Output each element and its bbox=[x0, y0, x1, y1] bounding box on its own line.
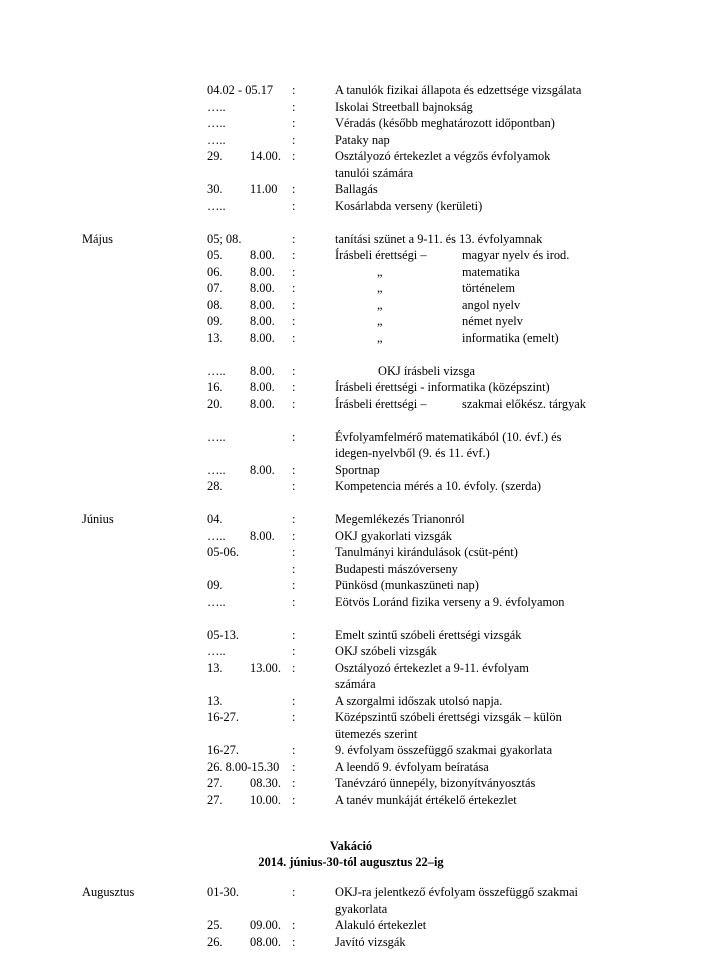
schedule-row bbox=[0, 148, 702, 165]
schedule-row bbox=[0, 478, 702, 495]
colon-separator: : bbox=[292, 83, 296, 97]
event-description: A tanév munkáját értékelő értekezlet bbox=[335, 792, 517, 807]
event-description: Írásbeli érettségi – bbox=[335, 248, 427, 262]
date-cell: 29. bbox=[207, 149, 223, 163]
schedule-row bbox=[0, 363, 702, 380]
schedule-row bbox=[0, 775, 702, 792]
time-cell: 8.00. bbox=[250, 264, 275, 279]
colon-separator: : bbox=[292, 693, 296, 708]
colon-separator: : bbox=[292, 644, 296, 658]
event-subject: informatika (emelt) bbox=[462, 330, 559, 345]
date-cell: 20. bbox=[207, 396, 223, 411]
schedule-row bbox=[0, 594, 702, 611]
schedule-row bbox=[0, 726, 702, 743]
event-description: OKJ szóbeli vizsgák bbox=[335, 644, 437, 658]
schedule-row bbox=[0, 247, 702, 264]
schedule-row bbox=[0, 297, 702, 314]
event-description: ütemezés szerint bbox=[335, 726, 418, 741]
schedule-row bbox=[0, 792, 702, 809]
event-subject: német nyelv bbox=[462, 314, 523, 328]
event-description: Iskolai Streetball bajnokság bbox=[335, 99, 473, 114]
event-description: Osztályozó értekezlet a végzős évfolyamok bbox=[335, 149, 551, 163]
colon-separator: : bbox=[292, 918, 296, 932]
time-cell: 09.00. bbox=[250, 918, 281, 932]
event-description: Eötvös Loránd fizika verseny a 9. évfolyamon bbox=[335, 594, 565, 609]
colon-separator: : bbox=[292, 149, 296, 163]
date-cell: 05; 08. bbox=[207, 231, 242, 246]
event-description: Ballagás bbox=[335, 182, 378, 196]
event-description: Írásbeli érettségi – bbox=[335, 396, 427, 411]
colon-separator: : bbox=[292, 743, 296, 757]
schedule-row bbox=[0, 759, 702, 776]
event-description: Középszintű szóbeli érettségi vizsgák – külön bbox=[335, 710, 562, 724]
colon-separator: : bbox=[292, 934, 296, 949]
event-subject: történelem bbox=[462, 281, 515, 295]
colon-separator: : bbox=[292, 314, 296, 328]
month-label: Május bbox=[82, 231, 113, 246]
time-cell: 8.00. bbox=[250, 248, 275, 262]
event-description: OKJ írásbeli vizsga bbox=[378, 363, 476, 378]
time-cell: 14.00. bbox=[250, 149, 281, 163]
colon-separator: : bbox=[292, 479, 296, 493]
date-cell: ….. bbox=[207, 363, 226, 378]
schedule-row bbox=[0, 742, 702, 759]
event-description: Osztályozó értekezlet a 9-11. évfolyam bbox=[335, 660, 529, 675]
schedule-row bbox=[0, 676, 702, 693]
schedule-row bbox=[0, 511, 702, 528]
schedule-row bbox=[0, 561, 702, 578]
schedule-document bbox=[0, 82, 702, 950]
time-cell: 11.00 bbox=[250, 182, 278, 196]
time-cell: 8.00. bbox=[250, 380, 275, 394]
date-cell: 28. bbox=[207, 479, 223, 493]
schedule-row bbox=[0, 165, 702, 182]
time-cell: 8.00. bbox=[250, 281, 275, 295]
spacer-row bbox=[0, 610, 702, 627]
schedule-row bbox=[0, 643, 702, 660]
event-subject: szakmai előkész. tárgyak bbox=[462, 396, 586, 411]
colon-separator: : bbox=[292, 627, 296, 642]
event-description: Pünkösd (munkaszüneti nap) bbox=[335, 578, 479, 592]
schedule-row bbox=[0, 462, 702, 479]
vacation-title: Vakáció bbox=[329, 839, 373, 853]
event-description: OKJ-ra jelentkező évfolyam összefüggő szakmai bbox=[335, 885, 578, 899]
time-cell: 8.00. bbox=[250, 297, 275, 312]
date-cell: 16-27. bbox=[207, 743, 240, 757]
colon-separator: : bbox=[292, 281, 296, 295]
schedule-row bbox=[0, 280, 702, 297]
date-cell: ….. bbox=[207, 132, 226, 147]
date-cell: 13. bbox=[207, 693, 223, 708]
schedule-row bbox=[0, 313, 702, 330]
date-cell: 09. bbox=[207, 578, 223, 592]
schedule-row bbox=[0, 660, 702, 677]
ditto-mark: „ bbox=[377, 264, 383, 279]
event-description: A leendő 9. évfolyam beíratása bbox=[335, 759, 489, 774]
date-cell: ….. bbox=[207, 462, 226, 477]
schedule-row bbox=[0, 396, 702, 413]
colon-separator: : bbox=[292, 462, 296, 477]
event-subject: magyar nyelv és irod. bbox=[462, 248, 570, 262]
time-cell: 8.00. bbox=[250, 314, 275, 328]
colon-separator: : bbox=[292, 792, 296, 807]
time-cell: 08.30. bbox=[250, 776, 281, 790]
colon-separator: : bbox=[292, 198, 296, 213]
date-cell: 13. bbox=[207, 330, 223, 345]
ditto-mark: „ bbox=[377, 330, 383, 345]
colon-separator: : bbox=[292, 710, 296, 724]
colon-separator: : bbox=[292, 297, 296, 312]
month-label: Június bbox=[82, 512, 114, 526]
event-description: Megemlékezés Trianonról bbox=[335, 512, 465, 526]
colon-separator: : bbox=[292, 759, 296, 774]
event-description: Véradás (később meghatározott időpontban) bbox=[335, 116, 555, 130]
schedule-row bbox=[0, 429, 702, 446]
schedule-row bbox=[0, 544, 702, 561]
schedule-row bbox=[0, 379, 702, 396]
colon-separator: : bbox=[292, 429, 296, 444]
date-cell: 25. bbox=[207, 918, 223, 932]
date-cell: ….. bbox=[207, 99, 226, 114]
time-cell: 08.00. bbox=[250, 934, 281, 949]
schedule-row bbox=[0, 231, 702, 248]
schedule-row bbox=[0, 627, 702, 644]
event-description: Budapesti mászóverseny bbox=[335, 561, 458, 576]
colon-separator: : bbox=[292, 99, 296, 114]
month-label: Augusztus bbox=[82, 885, 135, 899]
date-cell: 16. bbox=[207, 380, 223, 394]
event-description: idegen-nyelvből (9. és 11. évf.) bbox=[335, 446, 490, 460]
colon-separator: : bbox=[292, 528, 296, 543]
colon-separator: : bbox=[292, 776, 296, 790]
schedule-row bbox=[0, 445, 702, 462]
event-description: Kosárlabda verseny (kerületi) bbox=[335, 198, 483, 213]
time-cell: 13.00. bbox=[250, 660, 281, 675]
schedule-row bbox=[0, 577, 702, 594]
schedule-row bbox=[0, 181, 702, 198]
colon-separator: : bbox=[292, 396, 296, 411]
event-description: Írásbeli érettségi - informatika (középszint) bbox=[335, 380, 550, 394]
date-cell: 01-30. bbox=[207, 885, 240, 899]
event-description: Tanévzáró ünnepély, bizonyítványosztás bbox=[335, 776, 536, 790]
colon-separator: : bbox=[292, 594, 296, 609]
event-description: tanítási szünet a 9-11. és 13. évfolyamnak bbox=[335, 231, 543, 246]
colon-separator: : bbox=[292, 132, 296, 147]
event-description: Kompetencia mérés a 10. évfoly. (szerda) bbox=[335, 479, 541, 493]
schedule-row bbox=[0, 709, 702, 726]
colon-separator: : bbox=[292, 561, 296, 576]
event-description: Pataky nap bbox=[335, 132, 390, 147]
schedule-row bbox=[0, 82, 702, 99]
date-cell: 06. bbox=[207, 264, 223, 279]
event-description: gyakorlata bbox=[335, 901, 388, 916]
event-description: Alakuló értekezlet bbox=[335, 918, 427, 932]
date-cell: 13. bbox=[207, 660, 223, 675]
schedule-row bbox=[0, 198, 702, 215]
colon-separator: : bbox=[292, 248, 296, 262]
event-description: tanulói számára bbox=[335, 165, 414, 180]
colon-separator: : bbox=[292, 330, 296, 345]
colon-separator: : bbox=[292, 231, 296, 246]
time-cell: 8.00. bbox=[250, 528, 275, 543]
event-description: OKJ gyakorlati vizsgák bbox=[335, 528, 452, 543]
spacer-row bbox=[0, 346, 702, 363]
schedule-row bbox=[0, 264, 702, 281]
schedule-row bbox=[0, 115, 702, 132]
event-subject: matematika bbox=[462, 264, 520, 279]
schedule-row bbox=[0, 528, 702, 545]
spacer-row bbox=[0, 214, 702, 231]
schedule-row bbox=[0, 934, 702, 951]
date-cell: 27. bbox=[207, 792, 223, 807]
colon-separator: : bbox=[292, 363, 296, 378]
date-cell: ….. bbox=[207, 594, 226, 609]
colon-separator: : bbox=[292, 264, 296, 279]
spacer-row bbox=[0, 412, 702, 429]
date-cell: ….. bbox=[207, 528, 226, 543]
time-cell: 10.00. bbox=[250, 792, 281, 807]
date-cell: 05-13. bbox=[207, 627, 240, 642]
date-cell: 08. bbox=[207, 297, 223, 312]
date-cell: 04.02 - 05.17 bbox=[207, 83, 274, 97]
event-description: számára bbox=[335, 677, 376, 691]
schedule-row bbox=[0, 132, 702, 149]
date-cell: ….. bbox=[207, 116, 226, 130]
event-subject: angol nyelv bbox=[462, 297, 521, 312]
colon-separator: : bbox=[292, 545, 296, 559]
date-cell: 04. bbox=[207, 512, 223, 526]
event-description: Évfolyamfelmérő matematikából (10. évf.) és bbox=[335, 429, 562, 444]
time-cell: 8.00. bbox=[250, 462, 275, 477]
date-cell: 05-06. bbox=[207, 545, 240, 559]
schedule-rows bbox=[0, 82, 702, 808]
event-description: A szorgalmi időszak utolsó napja. bbox=[335, 693, 503, 708]
schedule-row bbox=[0, 330, 702, 347]
date-cell: 26. 8.00-15.30 bbox=[207, 759, 280, 774]
date-cell: 05. bbox=[207, 248, 223, 262]
schedule-row bbox=[0, 917, 702, 934]
colon-separator: : bbox=[292, 116, 296, 130]
date-cell: ….. bbox=[207, 198, 226, 213]
date-cell: ….. bbox=[207, 429, 226, 444]
schedule-row bbox=[0, 901, 702, 918]
event-description: Sportnap bbox=[335, 462, 380, 477]
event-description: 9. évfolyam összefüggő szakmai gyakorlata bbox=[335, 743, 553, 757]
spacer-row bbox=[0, 495, 702, 512]
vacation-block bbox=[0, 808, 702, 880]
date-cell: 09. bbox=[207, 314, 223, 328]
event-description: A tanulók fizikai állapota és edzettsége vizsgálata bbox=[335, 83, 582, 97]
ditto-mark: „ bbox=[377, 314, 383, 328]
schedule-row bbox=[0, 693, 702, 710]
colon-separator: : bbox=[292, 380, 296, 394]
colon-separator: : bbox=[292, 182, 296, 196]
date-cell: 16-27. bbox=[207, 710, 240, 724]
date-cell: 07. bbox=[207, 281, 223, 295]
date-cell: ….. bbox=[207, 644, 226, 658]
vacation-subtitle: 2014. június-30-tól augusztus 22–ig bbox=[258, 855, 444, 869]
ditto-mark: „ bbox=[377, 297, 383, 312]
schedule-row bbox=[0, 884, 702, 901]
date-cell: 27. bbox=[207, 776, 223, 790]
event-description: Javító vizsgák bbox=[335, 934, 406, 949]
colon-separator: : bbox=[292, 660, 296, 675]
ditto-mark: „ bbox=[377, 281, 383, 295]
colon-separator: : bbox=[292, 578, 296, 592]
schedule-row bbox=[0, 99, 702, 116]
date-cell: 30. bbox=[207, 182, 223, 196]
time-cell: 8.00. bbox=[250, 330, 275, 345]
event-description: Tanulmányi kirándulások (csüt-pént) bbox=[335, 545, 518, 559]
time-cell: 8.00. bbox=[250, 396, 275, 411]
event-description: Emelt szintű szóbeli érettségi vizsgák bbox=[335, 627, 522, 642]
time-cell: 8.00. bbox=[250, 363, 275, 378]
date-cell: 26. bbox=[207, 934, 223, 949]
august-rows bbox=[0, 884, 702, 950]
colon-separator: : bbox=[292, 512, 296, 526]
colon-separator: : bbox=[292, 885, 296, 899]
